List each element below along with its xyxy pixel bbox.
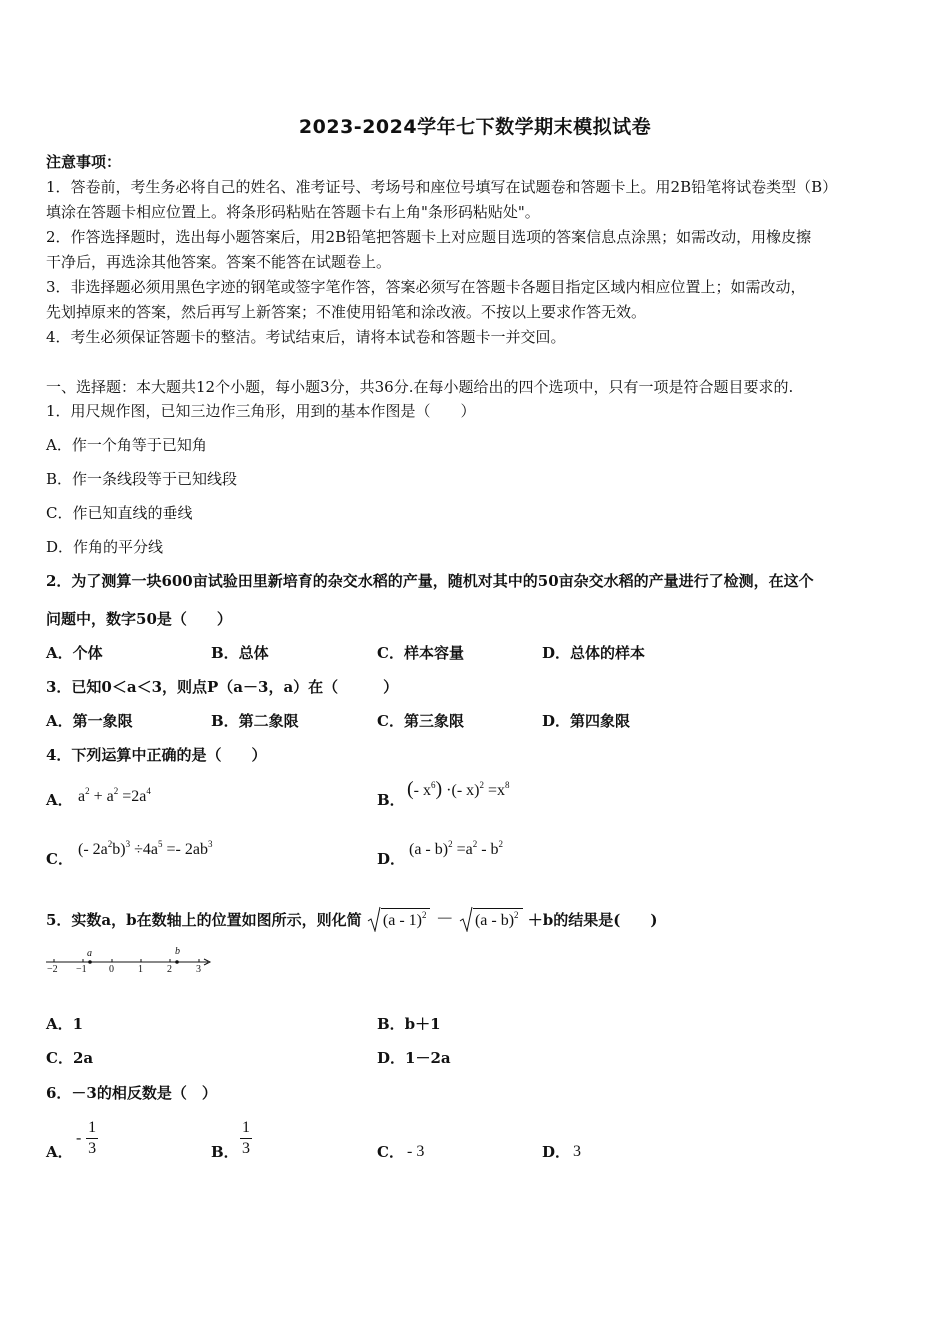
tick-label: 0	[109, 964, 114, 975]
notice-line: 先划掉原来的答案，然后再写上新答案；不准使用铅笔和涂改液。不按以上要求作答无效。	[46, 303, 647, 321]
notice-line: 4．考生必须保证答题卡的整洁。考试结束后，请将本试卷和答题卡一并交回。	[46, 328, 566, 346]
notice-line: 1．答卷前，考生务必将自己的姓名、准考证号、考场号和座位号填写在试题卷和答题卡上。用2B铅笔将试卷类型（B）	[46, 178, 838, 196]
question-6-option-b-value: $\frac{1}{3}$	[242, 1119, 250, 1157]
question-3-option-c: C．第三象限	[377, 712, 464, 730]
question-2-option-a: A．个体	[46, 644, 103, 662]
number-line-figure	[44, 946, 214, 980]
question-4-option-b-formula: (- $x^6$) ·(- $x)^2 =x^8$	[407, 778, 510, 800]
question-1-option-d: D．作角的平分线	[46, 538, 164, 556]
question-5-stem-post: ＋b的结果是( )	[527, 911, 658, 929]
question-4-option-c-formula: (- $2a^2b)^3 \div 4a^5 =- 2ab^3$	[78, 839, 213, 858]
question-1-stem: 1．用尺规作图，已知三边作三角形，用到的基本作图是（ ）	[46, 402, 476, 420]
question-2-option-d: D．总体的样本	[542, 644, 646, 662]
question-6-option-d-value: 3	[573, 1143, 581, 1160]
question-4-option-a-label: A．	[46, 791, 73, 809]
sqrt-expression-2: (a - b)$^2$	[459, 908, 523, 931]
point-label-b: b	[175, 946, 180, 957]
question-1-option-a: A．作一个角等于已知角	[46, 436, 207, 454]
question-6-option-a-label: A．	[46, 1143, 73, 1161]
question-4-option-b-label: B．	[377, 791, 405, 809]
notice-heading: 注意事项：	[46, 153, 122, 171]
section-heading: 一、选择题：本大题共12个小题，每小题3分，共36分.在每小题给出的四个选项中，只有一项是符合题目要求的.	[46, 378, 794, 396]
question-2-option-b: B．总体	[211, 644, 269, 662]
sqrt-expression-1: (a - 1)$^2$	[367, 908, 431, 931]
question-5-stem: 5．实数a，b在数轴上的位置如图所示，则化简 (a - 1)$^2$ － (a - b)$^2$ ＋b的结果是( )	[46, 909, 658, 930]
notice-line: 干净后，再选涂其他答案。答案不能答在试题卷上。	[46, 253, 392, 271]
question-6-option-c-label: C．	[377, 1143, 404, 1161]
question-3-option-d: D．第四象限	[542, 712, 631, 730]
question-5-option-c: C．2a	[46, 1049, 94, 1067]
question-4-option-d-label: D．	[377, 850, 406, 868]
notice-line: 2．作答选择题时，选出每小题答案后，用2B铅笔把答题卡上对应题目选项的答案信息点涂黑；如需改动，用橡皮擦	[46, 228, 812, 246]
notice-line: 填涂在答题卡相应位置上。将条形码粘贴在答题卡右上角"条形码粘贴处"。	[46, 203, 540, 221]
tick-label: 1	[138, 964, 143, 975]
question-6-option-c-value: - 3	[407, 1143, 425, 1160]
question-4-stem: 4．下列运算中正确的是（ ）	[46, 746, 267, 764]
page-title: 2023-2024学年七下数学期末模拟试卷	[298, 116, 652, 138]
question-4-option-d-formula: $(a - b)^2 =a^2 - b^2$	[409, 839, 504, 858]
question-2-option-c: C．样本容量	[377, 644, 464, 662]
tick-label: −2	[47, 964, 58, 975]
question-4-option-a-formula: $a^2 + a^2 =2a^4$	[78, 786, 151, 805]
question-5-option-a: A．1	[46, 1015, 84, 1033]
question-6-option-b-label: B．	[211, 1143, 239, 1161]
question-3-option-b: B．第二象限	[211, 712, 299, 730]
question-2-stem-cont: 问题中，数字50是（ ）	[46, 610, 232, 628]
question-6-option-a-value: - $\frac{1}{3}$	[76, 1119, 97, 1157]
question-5-stem-pre: 5．实数a，b在数轴上的位置如图所示，则化简	[46, 911, 362, 929]
question-2-stem: 2．为了测算一块600亩试验田里新培育的杂交水稻的产量，随机对其中的50亩杂交水稻的产量进行了检测，在这个	[46, 572, 814, 590]
tick-label: −1	[76, 964, 87, 975]
question-5-option-b: B．b＋1	[377, 1015, 441, 1033]
question-5-option-d: D．1－2a	[377, 1049, 451, 1067]
question-1-option-b: B．作一条线段等于已知线段	[46, 470, 238, 488]
tick-label: 2	[167, 964, 172, 975]
question-3-stem: 3．已知0＜a＜3，则点P（a－3，a）在（ ）	[46, 678, 399, 696]
question-1-option-c: C．作已知直线的垂线	[46, 504, 193, 522]
tick-label: 3	[196, 964, 201, 975]
notice-line: 3．非选择题必须用黑色字迹的钢笔或签字笔作答，答案必须写在答题卡各题目指定区域内相应位置上；如需改动，	[46, 278, 806, 296]
question-6-option-d-label: D．	[542, 1143, 571, 1161]
question-3-option-a: A．第一象限	[46, 712, 133, 730]
question-6-stem: 6．－3的相反数是（ ）	[46, 1084, 217, 1102]
point-label-a: a	[87, 948, 92, 959]
question-4-option-c-label: C．	[46, 850, 73, 868]
